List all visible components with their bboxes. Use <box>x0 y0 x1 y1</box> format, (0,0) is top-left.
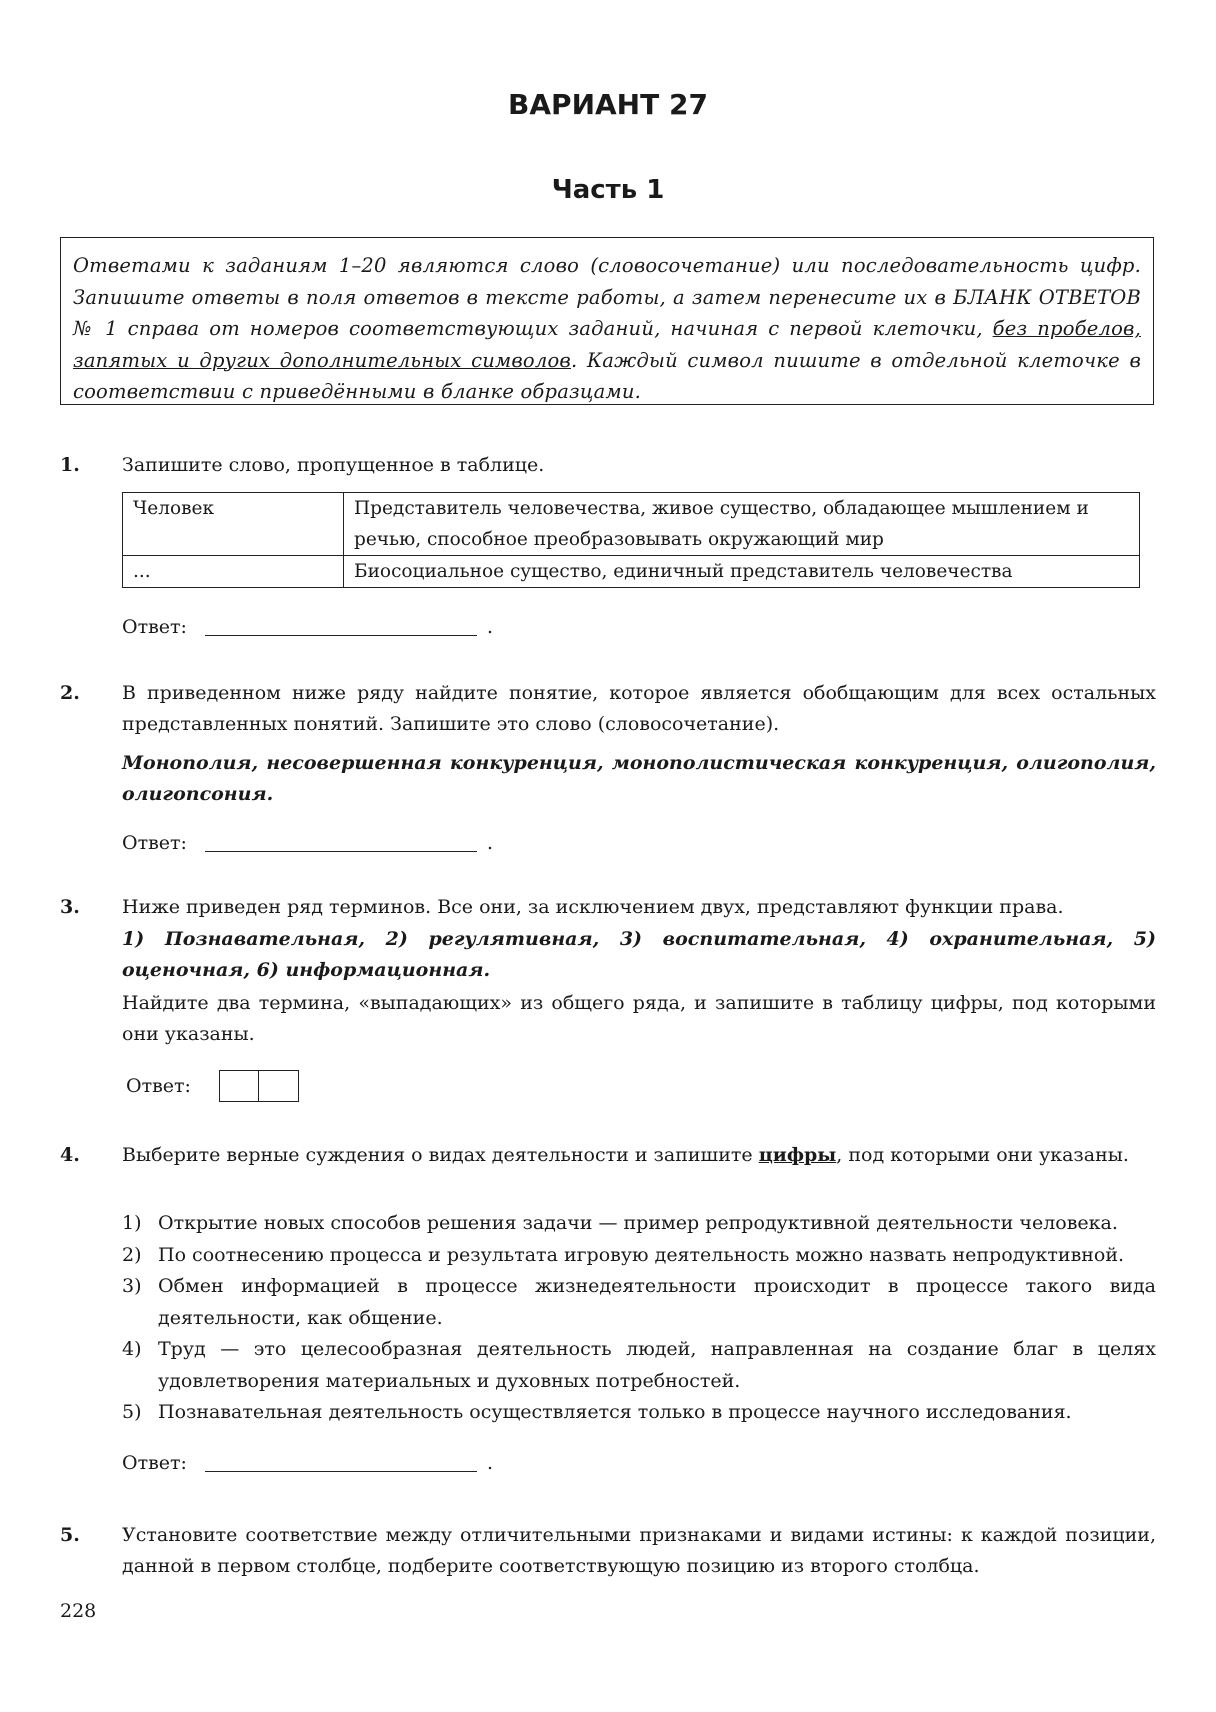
option-text: Открытие новых способов решения задачи — пример репродуктивной деятельности человека. <box>158 1212 1118 1234</box>
question-4-options <box>122 1208 1156 1429</box>
question-2-number: 2. <box>60 682 80 704</box>
answer-line[interactable] <box>205 615 477 636</box>
question-4-answer <box>122 1448 493 1479</box>
question-2-text: В приведенном ниже ряду найдите понятие, которое является обобщающим для всех остальных представленных понятий. Запишите это слово (словосочетание). <box>122 682 1156 735</box>
table-cell-definition: Представитель человечества, живое существо, обладающее мышлением и речью, способное преобразовывать окружающий мир <box>344 493 1140 556</box>
answer-dot: . <box>486 1452 493 1474</box>
option-text: По соотнесению процесса и результата игровую деятельность можно назвать непродуктивной. <box>158 1243 1125 1266</box>
question-1-text: Запишите слово, пропущенное в таблице. <box>122 454 545 476</box>
answer-dot: . <box>486 832 493 854</box>
question-5-number: 5. <box>60 1524 80 1546</box>
question-3-terms: 1) Познавательная, 2) регулятивная, 3) воспитательная, 4) охранительная, 5) оценочная, 6) информационная. <box>122 928 1156 981</box>
instructions-text-2: . Каждый символ пишите в отдельной клеточке в соответствии с приведёнными в бланке образцами. <box>73 348 1141 403</box>
question-3-task: Найдите два термина, «выпадающих» из общего ряда, и запишите в таблицу цифры, под которыми они указаны. <box>122 992 1156 1045</box>
question-3-answer <box>126 1070 299 1112</box>
answer-box[interactable] <box>259 1070 299 1102</box>
page-title: ВАРИАНТ 27 <box>508 88 708 121</box>
table-row <box>123 556 1140 588</box>
option-number: 4) <box>122 1338 142 1360</box>
answer-dot: . <box>486 616 493 638</box>
list-item <box>122 1208 1156 1240</box>
question-1-answer <box>122 612 493 643</box>
question-5-text: Установите соответствие между отличительными признаками и видами истины: к каждой позиции, данной в первом столбце, подберите соответствующую позицию из второго столбца. <box>122 1524 1156 1577</box>
answer-line[interactable] <box>205 831 477 852</box>
option-number: 3) <box>122 1275 142 1297</box>
question-1-number: 1. <box>60 454 80 476</box>
option-text: Труд — это целесообразная деятельность людей, направленная на создание благ в целях удовлетворения материальных и духовных потребностей. <box>158 1338 1156 1392</box>
instructions-text-1: Ответами к заданиям 1–20 являются слово (словосочетание) или последовательность цифр. Запишите ответы в поля ответов в тексте работы, а затем перенесите их в БЛАНК ОТВЕТОВ № 1 справа от номеров соответствующих заданий, начиная с первой клеточки, <box>73 254 1141 340</box>
question-4-text <box>122 1140 1156 1171</box>
instructions-underlined: без пробелов, запятых и других дополнительных символов <box>73 317 1141 372</box>
answer-label: Ответ: <box>122 616 187 638</box>
answer-label: Ответ: <box>122 1452 187 1474</box>
answer-label: Ответ: <box>122 832 187 854</box>
option-number: 1) <box>122 1212 142 1234</box>
option-number: 2) <box>122 1243 142 1266</box>
question-3-number: 3. <box>60 896 80 918</box>
table-cell-definition: Биосоциальное существо, единичный представитель человечества <box>344 556 1140 588</box>
page-number: 228 <box>60 1600 97 1622</box>
page-subtitle: Часть 1 <box>551 175 665 205</box>
table-row <box>123 493 1140 556</box>
table-cell-term: ... <box>123 556 344 588</box>
question-2-terms: Монополия, несовершенная конкуренция, монополистическая конкуренция, олигополия, олигопсония. <box>122 752 1156 805</box>
list-item <box>122 1240 1156 1272</box>
option-number: 5) <box>122 1401 142 1423</box>
question-1-table <box>122 492 1140 588</box>
question-4-text-before: Выберите верные суждения о видах деятельности и запишите <box>122 1144 759 1166</box>
table-cell-term: Человек <box>123 493 344 556</box>
question-4-text-after: , под которыми они указаны. <box>836 1144 1129 1166</box>
answer-box[interactable] <box>219 1070 259 1102</box>
option-text: Познавательная деятельность осуществляется только в процессе научного исследования. <box>158 1401 1072 1423</box>
question-3-text: Ниже приведен ряд терминов. Все они, за исключением двух, представляют функции права. <box>122 896 1064 918</box>
question-4-number: 4. <box>60 1144 80 1166</box>
list-item <box>122 1334 1156 1397</box>
answer-line[interactable] <box>205 1451 477 1472</box>
question-2-answer <box>122 828 493 859</box>
answer-label: Ответ: <box>126 1075 191 1097</box>
answer-boxes <box>219 1070 299 1112</box>
question-4-text-bold: цифры <box>758 1144 837 1166</box>
option-text: Обмен информацией в процессе жизнедеятельности происходит в процессе такого вида деятельности, как общение. <box>158 1275 1156 1329</box>
instructions-box <box>60 237 1154 405</box>
list-item <box>122 1271 1156 1334</box>
list-item <box>122 1397 1156 1429</box>
